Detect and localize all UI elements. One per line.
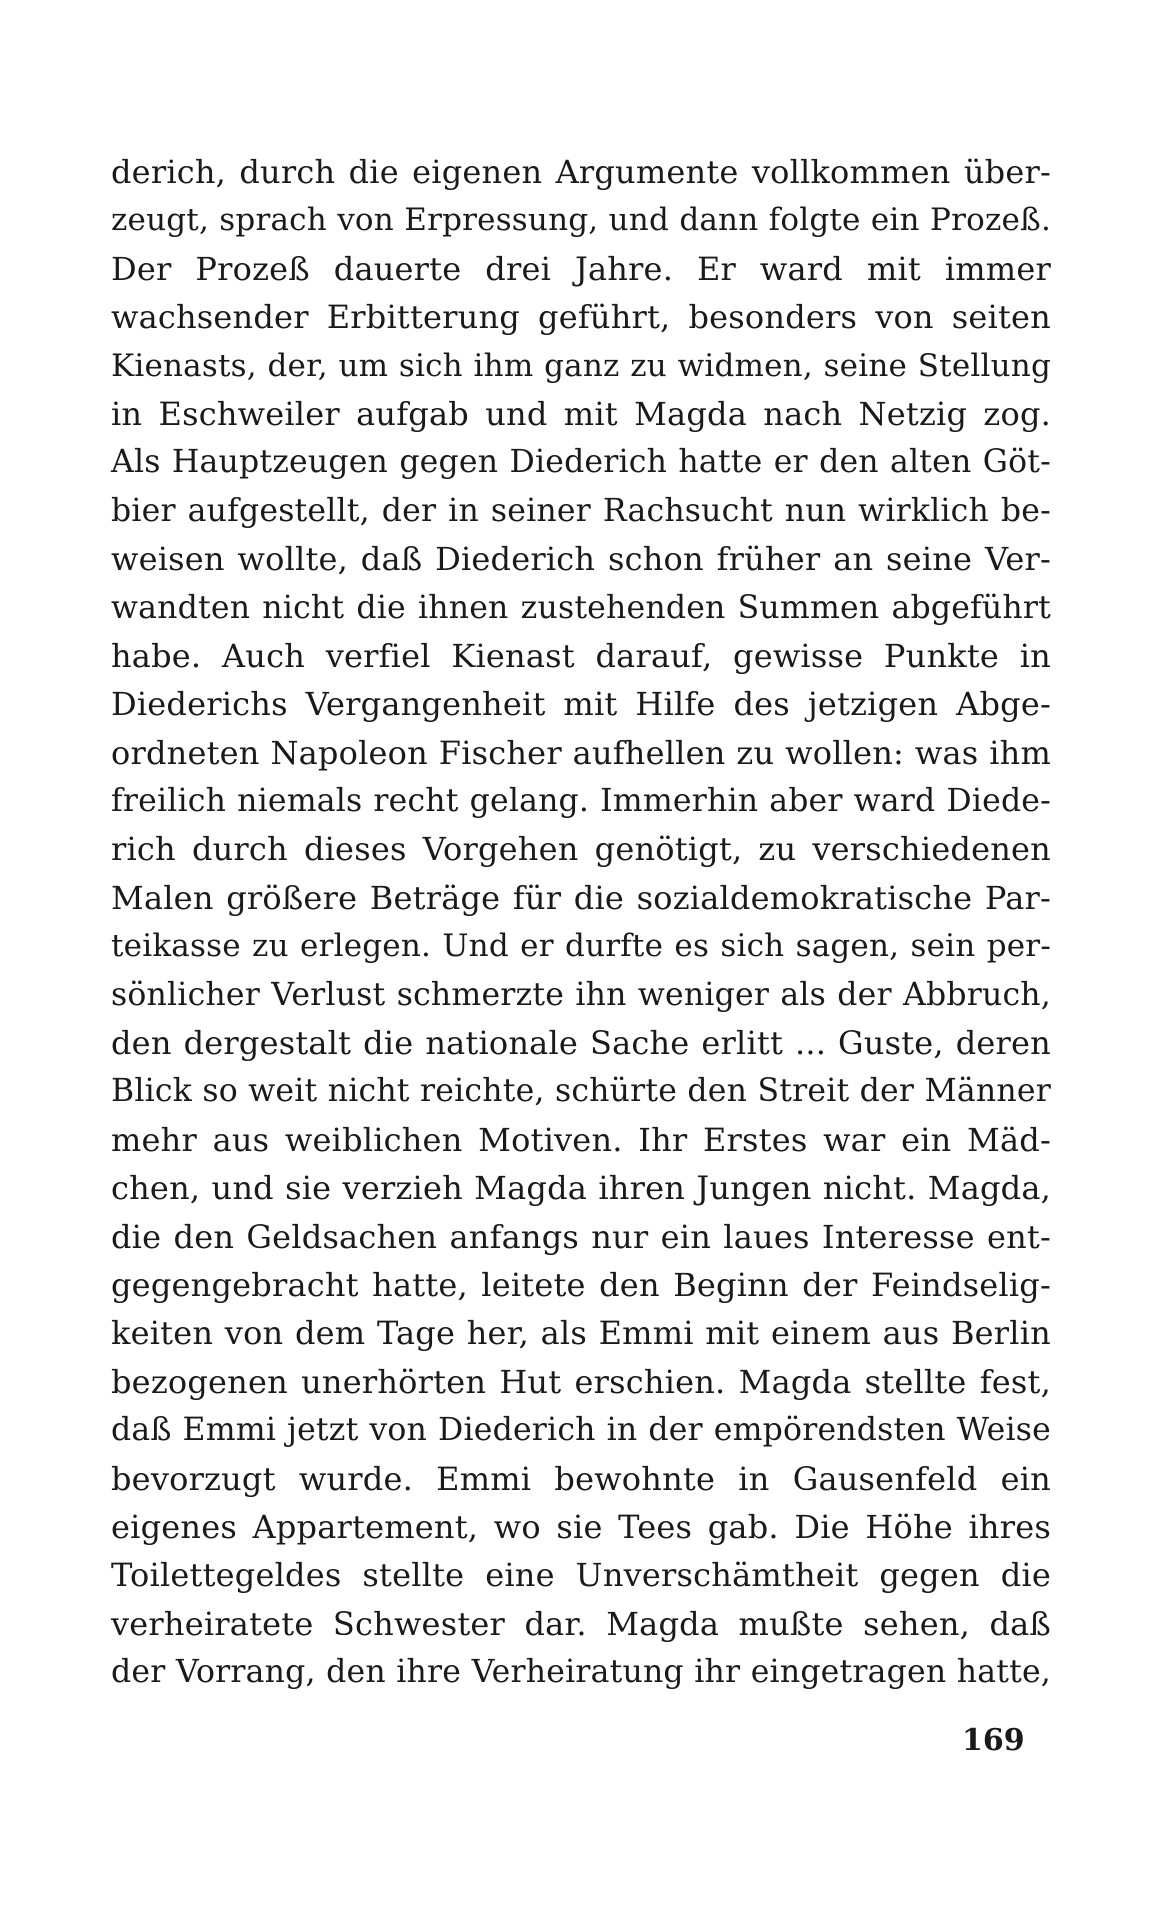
text-line: Malen größere Beträge für die sozialdemokratische Par- xyxy=(111,878,1051,917)
text-line: in Eschweiler aufgab und mit Magda nach Netzig zog. xyxy=(111,394,1051,433)
text-line: daß Emmi jetzt von Diederich in der empörendsten Weise xyxy=(111,1412,1051,1449)
text-line: Blick so weit nicht reichte, schürte den Streit der Männer xyxy=(111,1073,1051,1110)
text-line: zeugt, sprach von Erpressung, und dann folgte ein Prozeß. xyxy=(111,202,1051,239)
page-number: 169 xyxy=(962,1723,1025,1758)
text-line: der Vorrang, den ihre Verheiratung ihr eingetragen hatte, xyxy=(111,1654,1051,1691)
text-line: mehr aus weiblichen Motiven. Ihr Erstes war ein Mäd- xyxy=(111,1120,1051,1159)
text-line: bier aufgestellt, der in seiner Rachsucht nun wirklich be- xyxy=(111,492,1051,529)
text-line: die den Geldsachen anfangs nur ein laues Interesse ent- xyxy=(111,1217,1051,1256)
text-line: gegengebracht hatte, leitete den Beginn der Feindselig- xyxy=(111,1265,1051,1304)
text-line: habe. Auch verfiel Kienast darauf, gewisse Punkte in xyxy=(111,636,1051,675)
text-line: chen, und sie verzieh Magda ihren Jungen nicht. Magda, xyxy=(111,1169,1051,1208)
text-line: teikasse zu erlegen. Und er durfte es sich sagen, sein per- xyxy=(111,928,1051,965)
text-line: bezogenen unerhörten Hut erschien. Magda stellte fest, xyxy=(111,1362,1051,1401)
text-line: eigenes Appartement, wo sie Tees gab. Die Höhe ihres xyxy=(111,1507,1051,1546)
text-line: weisen wollte, daß Diederich schon früher an seine Ver- xyxy=(111,540,1051,579)
text-line: rich durch dieses Vorgehen genötigt, zu verschiedenen xyxy=(111,830,1051,869)
text-line: keiten von dem Tage her, als Emmi mit einem aus Berlin xyxy=(111,1314,1051,1353)
text-line: Der Prozeß dauerte drei Jahre. Er ward mit immer xyxy=(111,249,1051,288)
text-line: ordneten Napoleon Fischer aufhellen zu wollen: was ihm xyxy=(111,733,1051,772)
text-line: Kienasts, der, um sich ihm ganz zu widmen, seine Stellung xyxy=(111,347,1051,384)
text-line: wachsender Erbitterung geführt, besonders von seiten xyxy=(111,298,1051,337)
text-line: Als Hauptzeugen gegen Diederich hatte er den alten Göt- xyxy=(111,444,1051,481)
text-line: freilich niemals recht gelang. Immerhin aber ward Diede- xyxy=(111,783,1051,820)
text-line: bevorzugt wurde. Emmi bewohnte in Gausenfeld ein xyxy=(111,1459,1051,1498)
text-line: Toilettegeldes stellte eine Unverschämtheit gegen die xyxy=(111,1556,1051,1595)
text-line: sönlicher Verlust schmerzte ihn weniger als der Abbruch, xyxy=(111,976,1051,1013)
text-line: wandten nicht die ihnen zustehenden Summen abgeführt xyxy=(111,589,1051,626)
text-line: Diederichs Vergangenheit mit Hilfe des jetzigen Abge- xyxy=(111,685,1051,724)
text-line: derich, durch die eigenen Argumente vollkommen über- xyxy=(111,153,1051,191)
text-line: verheiratete Schwester dar. Magda mußte sehen, daß xyxy=(111,1604,1051,1643)
text-line: den dergestalt die nationale Sache erlitt ... Guste, deren xyxy=(111,1024,1051,1063)
body-text xyxy=(111,148,1051,1697)
